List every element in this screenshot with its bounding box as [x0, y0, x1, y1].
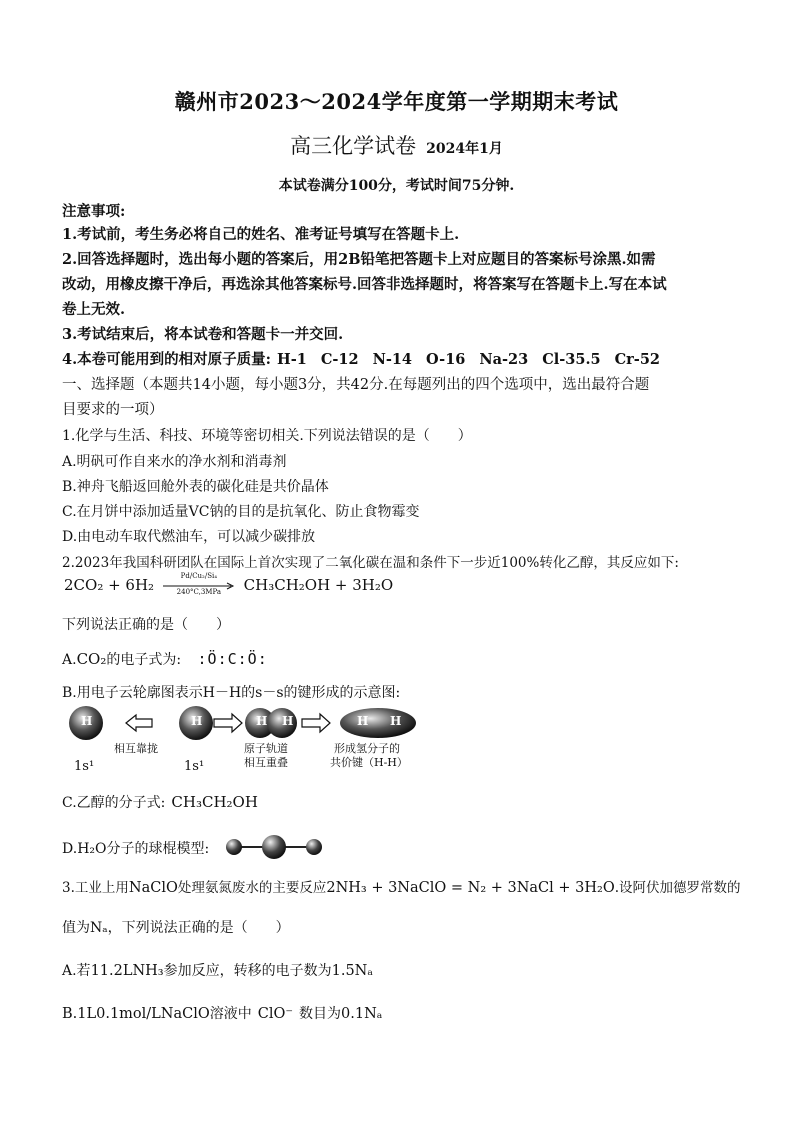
q2-option-c [62, 792, 258, 812]
h-atom-label: H [256, 714, 268, 728]
q2-ask: 下列说法正确的是（ ） [62, 617, 230, 633]
fig-label-bond-1: 形成氢分子的 [334, 742, 400, 755]
q3-text: 溶液中 [209, 1006, 252, 1022]
q2-option-b: B.用电子云轮廓图表示H－H的s－s的键形成的示意图: [62, 685, 401, 701]
fig-label-bond-2: 共价键（H-H） [330, 756, 408, 769]
clo-ion: ClO⁻ [257, 1006, 294, 1022]
q3-text: 数目为 [299, 1006, 342, 1022]
q2-option-a [62, 649, 268, 669]
atomic-mass: C-12 [320, 351, 359, 368]
notice-item-2-line-1: 2.回答选择题时，选出每小题的答案后，用2B铅笔把答题卡上对应题目的答案标号涂黑.如需 [62, 251, 656, 268]
q1-option-d: D.由电动车取代燃油车，可以减少碳排放 [62, 529, 316, 545]
exam-title: 赣州市2023～2024学年度第一学期期末考试 [174, 89, 619, 114]
exam-date: 2024年1月 [426, 141, 503, 157]
ethanol-formula: CH₃CH₂OH [171, 793, 258, 811]
atomic-mass: Cr-52 [614, 351, 661, 368]
atomic-mass: N-14 [372, 351, 413, 368]
subject-title: 高三化学试卷 [290, 134, 417, 158]
nh3-volume: 11.2LNH₃ [90, 963, 164, 979]
notice-item-4 [62, 348, 674, 369]
q3-text: .设阿伏加德罗常数的 [614, 880, 741, 896]
q3-equation: 2NH₃ + 3NaClO = N₂ + 3NaCl + 3H₂O [326, 880, 615, 896]
water-formula: H₂O [77, 841, 107, 857]
notice-item-3: 3.考试结束后，将本试卷和答题卡一并交回. [62, 326, 344, 343]
option-text: 的电子式为: [106, 652, 182, 668]
q3-option-a [62, 960, 373, 980]
h-atom-label: H [390, 714, 402, 728]
fig-label-overlap-2: 相互重叠 [244, 756, 288, 769]
q1-option-a: A.明矾可作自来水的净水剂和消毒剂 [62, 454, 287, 470]
reaction-condition: 240°C,3MPa [176, 588, 222, 596]
notice-item-2-line-2: 改动，用橡皮擦干净后，再选涂其他答案标号.回答非选择题时，将答案写在答题卡上.写在本试 [62, 276, 667, 293]
reaction-catalyst: Pd/Cu₂/Si₄ [180, 572, 218, 580]
q1-option-b: B.神舟飞船返回舱外表的碳化硅是共价晶体 [62, 479, 329, 495]
notice-heading: 注意事项: [62, 203, 126, 220]
electron-count: 1.5Nₐ [331, 963, 373, 979]
q3-stem-line-1 [62, 876, 741, 896]
option-text: 分子的球棍模型: [106, 841, 210, 857]
q2-stem: 2.2023年我国科研团队在国际上首次实现了二氧化碳在温和条件下一步近100%转化乙醇，其反应如下: [62, 555, 679, 571]
notice-item-2-line-3: 卷上无效. [62, 301, 126, 318]
atomic-mass: O-16 [426, 351, 466, 368]
q2-option-d [62, 838, 209, 858]
h-atom-label: H [282, 714, 294, 728]
orbital-1s-label: 1s¹ [74, 759, 95, 774]
q1-stem: 1.化学与生活、科技、环境等密切相关.下列说法错误的是（ ） [62, 428, 472, 444]
atomic-mass: H-1 [277, 351, 307, 368]
section-heading-line-1: 一、选择题（本题共14小题，每小题3分，共42分.在每题列出的四个选项中，选出最符合题 [62, 377, 650, 393]
q3-text: A.若 [62, 963, 91, 979]
option-letter: D. [62, 841, 78, 857]
q1-option-c: C.在月饼中添加适量VC钠的目的是抗氧化、防止食物霉变 [62, 504, 420, 520]
ion-count: 0.1Nₐ [341, 1006, 383, 1022]
section-heading-line-2: 目要求的一项） [62, 402, 164, 418]
exam-subtitle [0, 130, 793, 160]
equation-reactants: 2CO₂ + 6H₂ [64, 576, 155, 594]
h2-bond-formation-figure [62, 703, 422, 779]
q3-text: 处理氨氮废水的主要反应 [177, 880, 327, 896]
fig-label-overlap-1: 原子轨道 [244, 742, 288, 755]
water-ball-stick-model [224, 834, 324, 860]
orbital-1s-label: 1s¹ [184, 759, 205, 774]
naclo-formula: NaClO [128, 880, 178, 896]
atomic-mass: Na-23 [479, 351, 529, 368]
q2-equation [64, 572, 394, 596]
atomic-mass-label: 4.本卷可能用到的相对原子质量: [62, 351, 271, 368]
h-atom-label: H [81, 714, 93, 728]
q3-text: 参加反应，转移的电子数为 [163, 963, 332, 979]
notice-item-1: 1.考试前，考生务必将自己的姓名、准考证号填写在答题卡上. [62, 226, 460, 243]
fig-label-approach: 相互靠拢 [114, 742, 158, 755]
q3-stem-line-2: 值为Nₐ，下列说法正确的是（ ） [62, 920, 290, 936]
option-letter: A. [62, 652, 77, 668]
equation-products: CH₃CH₂OH + 3H₂O [243, 576, 394, 594]
h-atom-label: H [357, 714, 369, 728]
co2-formula: CO₂ [76, 650, 107, 668]
q3-text: 3.工业上用 [62, 880, 129, 896]
co2-lewis-structure: :Ö:C:Ö: [197, 650, 268, 668]
score-line: 本试卷满分100分，考试时间75分钟. [278, 178, 515, 194]
atomic-mass: Cl-35.5 [542, 351, 601, 368]
reaction-arrow [163, 572, 235, 596]
h-atom-label: H [191, 714, 203, 728]
solution-amount: B.1L0.1mol/LNaClO [62, 1006, 210, 1022]
q3-option-b [62, 1003, 382, 1023]
option-text: C.乙醇的分子式: [62, 795, 166, 811]
